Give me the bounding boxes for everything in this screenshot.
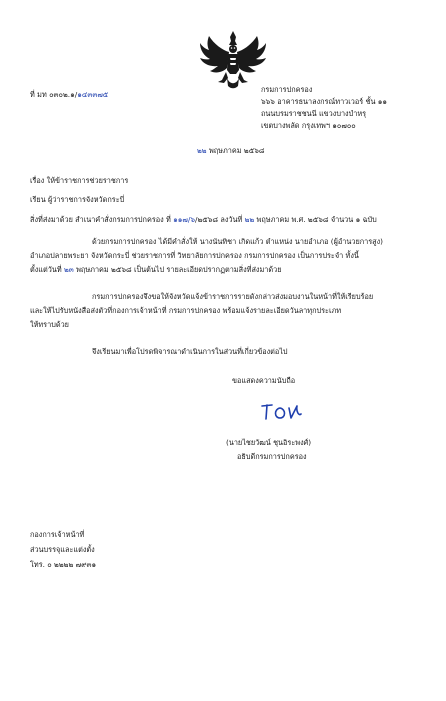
date-month-year: พฤษภาคม ๒๕๖๘ <box>208 146 265 155</box>
para1-start-day: ๒๓ <box>63 265 74 274</box>
enclosure-text-a: สิ่งที่ส่งมาด้วย สำเนาคำสั่งกรมการปกครอง ที่ <box>30 215 174 224</box>
para1-line1: ด้วยกรมการปกครอง ได้มีคำสั่งให้ นางนันทิชา เกิดแก้ว ตำแหน่ง นายอำเภอ (ผู้อำนวยการสูง) <box>92 237 384 246</box>
date-day: ๒๒ <box>197 146 207 155</box>
para1-line3 <box>30 265 281 275</box>
footer-section: ส่วนบรรจุและแต่งตั้ง <box>30 545 95 554</box>
signer-name: (นายไชยวัฒน์ ชุนอิระพงศ์) <box>226 438 312 447</box>
address-line-2: ถนนบรมราชชนนี แขวงบางบำหรุ <box>261 109 367 118</box>
org-name: กรมการปกครอง <box>261 85 313 94</box>
document-date <box>197 146 265 156</box>
para1-line2: อำเภอปลายพระยา จังหวัดกระบี่ ช่วยราชการที่ วิทยาลัยการปกครอง กรมการปกครอง เป็นการประจำ ทั้งนี้ <box>30 251 359 260</box>
document-number <box>30 90 108 100</box>
recipient-line: เรียน ผู้ว่าราชการจังหวัดกระบี่ <box>30 195 125 204</box>
enclosure-text-e: พฤษภาคม พ.ศ. ๒๕๖๘ จำนวน ๑ ฉบับ <box>254 215 377 224</box>
para3-line: จึงเรียนมาเพื่อโปรดพิจารณาดำเนินการในส่วนที่เกี่ยวข้องต่อไป <box>92 347 288 356</box>
garuda-emblem-icon <box>196 28 270 92</box>
para2-line1: กรมการปกครองจึงขอให้จังหวัดแจ้งข้าราชการรายดังกล่าวส่งมอบงานในหน้าที่ให้เรียบร้อย <box>92 292 374 301</box>
document-number-prefix: ที่ มท ๐๓๐๒.๑/ <box>30 90 78 99</box>
subject-line: เรื่อง ให้ข้าราชการช่วยราชการ <box>30 176 129 185</box>
para1-line3-c: พฤษภาคม ๒๕๖๘ เป็นต้นไป รายละเอียดปรากฏตามสิ่งที่ส่งมาด้วย <box>73 265 282 274</box>
address-line-3: เขตบางพลัด กรุงเทพฯ ๑๐๗๐๐ <box>261 121 356 130</box>
handwritten-signature-icon <box>258 400 302 424</box>
enclosure-line <box>30 215 377 225</box>
para2-line3: ให้ทราบด้วย <box>30 320 69 329</box>
para1-line3-a: ตั้งแต่วันที่ <box>30 265 64 274</box>
closing-line: ขอแสดงความนับถือ <box>232 376 296 385</box>
address-line-1: ๖๖๖ อาคารธนาลงกรณ์ทาวเวอร์ ชั้น ๑๑ <box>261 97 388 106</box>
enclosure-order-number: ๑๑๗/๖ <box>173 215 195 224</box>
enclosure-day: ๒๒ <box>244 215 255 224</box>
para2-line2: และให้ไปรับหนังสือส่งตัวที่กองการเจ้าหน้าที่ กรมการปกครอง พร้อมแจ้งรายละเอียดวันลาทุกประเภท <box>30 306 342 315</box>
document-number-suffix: ๑๔๓๓๗๕ <box>77 90 109 99</box>
footer-phone: โทร. ๐ ๒๒๒๒ ๗๙๓๑ <box>30 560 97 569</box>
enclosure-text-c: /๒๕๖๘ ลงวันที่ <box>194 215 245 224</box>
footer-division: กองการเจ้าหน้าที่ <box>30 530 85 539</box>
signer-title: อธิบดีกรมการปกครอง <box>237 452 307 461</box>
